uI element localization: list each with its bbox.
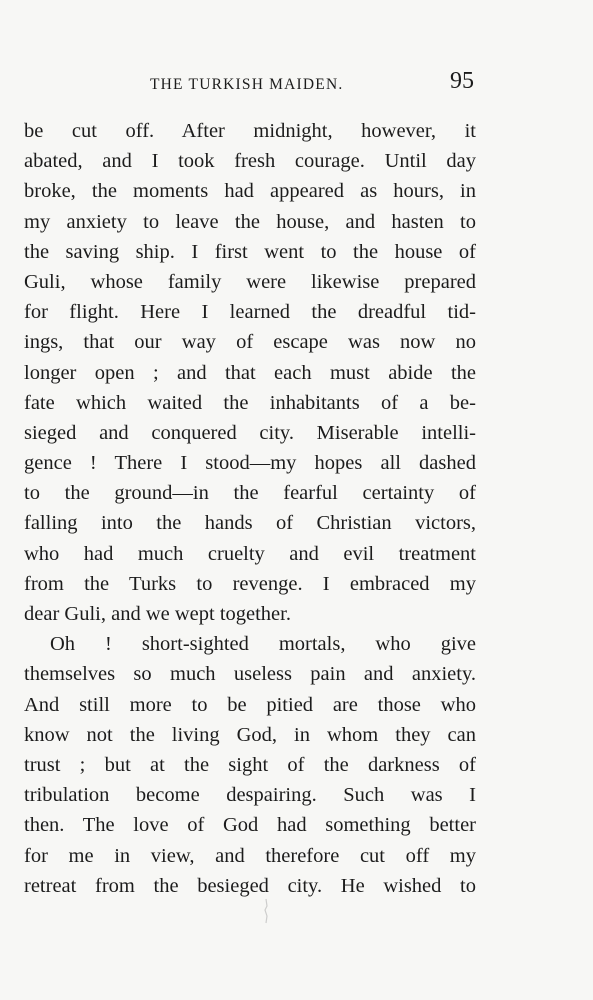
text-line: sieged and conquered city. Miserable intelli- bbox=[24, 421, 476, 444]
text-line: Oh ! short-sighted mortals, who give bbox=[50, 633, 476, 656]
text-line: themselves so much useless pain and anxiety. bbox=[24, 663, 476, 686]
text-line: broke, the moments had appeared as hours, in bbox=[24, 180, 476, 203]
text-line: from the Turks to revenge. I embraced my bbox=[24, 572, 476, 595]
text-line: trust ; but at the sight of the darkness of bbox=[24, 753, 476, 776]
text-line: Guli, whose family were likewise prepared bbox=[24, 270, 476, 293]
text-line: falling into the hands of Christian victors, bbox=[24, 512, 476, 535]
text-line: who had much cruelty and evil treatment bbox=[24, 542, 476, 565]
text-line: my anxiety to leave the house, and hasten to bbox=[24, 210, 476, 233]
text-line: fate which waited the inhabitants of a be- bbox=[24, 391, 476, 414]
text-line: And still more to be pitied are those who bbox=[24, 693, 476, 716]
page-number: 95 bbox=[450, 68, 474, 94]
text-line: abated, and I took fresh courage. Until day bbox=[24, 150, 476, 173]
text-line: dear Guli, and we wept together. bbox=[24, 603, 291, 625]
body-text bbox=[24, 116, 476, 901]
text-line: tribulation become despairing. Such was I bbox=[24, 784, 476, 807]
text-line: gence ! There I stood—my hopes all dashed bbox=[24, 452, 476, 475]
running-title: THE TURKISH MAIDEN. bbox=[150, 76, 344, 93]
text-line: ings, that our way of escape was now no bbox=[24, 331, 476, 354]
text-line: longer open ; and that each must abide the bbox=[24, 361, 476, 384]
ink-smudge bbox=[262, 898, 270, 924]
text-line: be cut off. After midnight, however, it bbox=[24, 120, 476, 142]
text-line: the saving ship. I first went to the house of bbox=[24, 240, 476, 263]
text-line: then. The love of God had something better bbox=[24, 814, 476, 837]
text-line: for flight. Here I learned the dreadful tid- bbox=[24, 301, 476, 324]
page-header bbox=[24, 68, 474, 100]
text-line: know not the living God, in whom they can bbox=[24, 723, 476, 746]
text-line: for me in view, and therefore cut off my bbox=[24, 844, 476, 867]
text-line: retreat from the besieged city. He wished to bbox=[24, 874, 476, 897]
text-line: to the ground—in the fearful certainty of bbox=[24, 482, 476, 505]
